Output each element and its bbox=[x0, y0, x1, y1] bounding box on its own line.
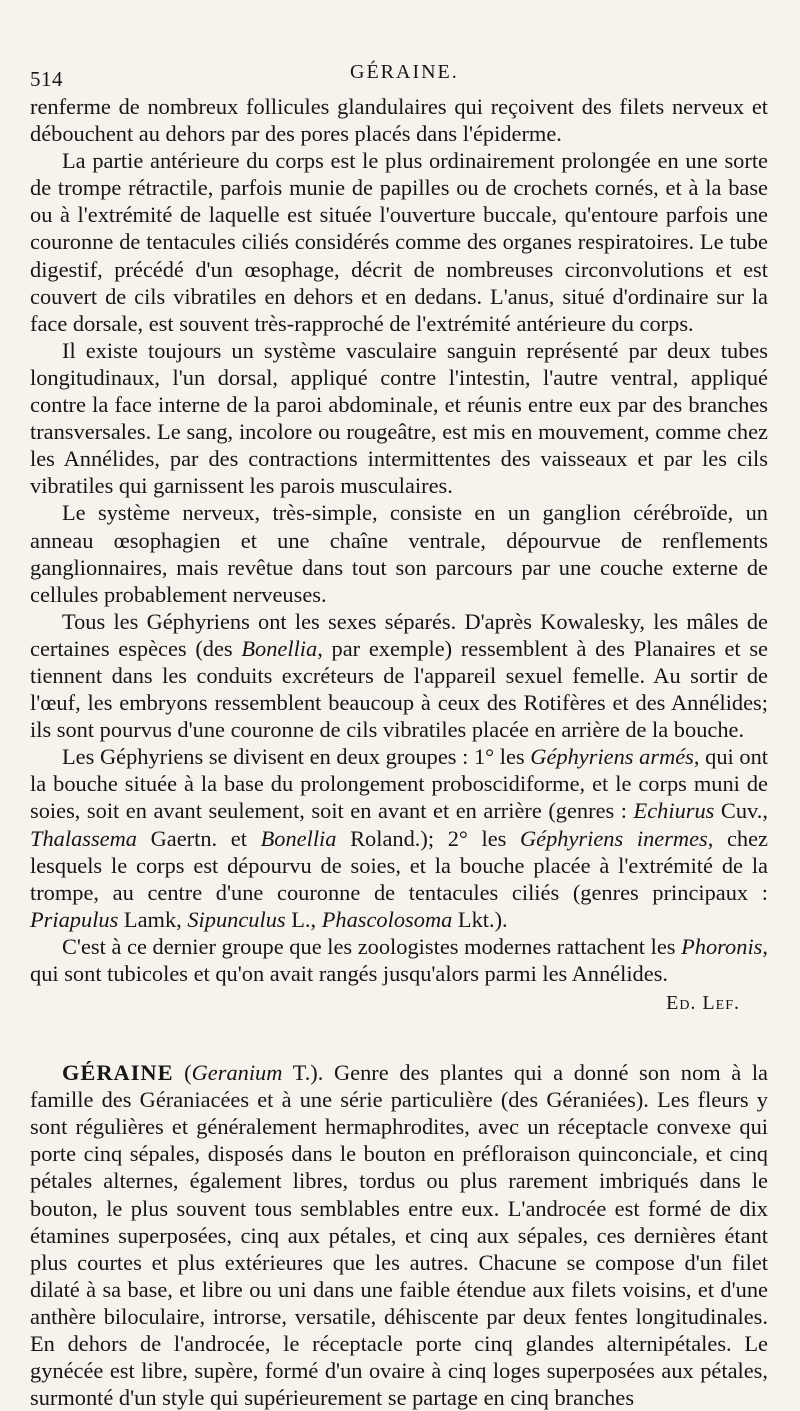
paragraph bbox=[30, 608, 768, 743]
italic-term: Echiurus bbox=[633, 798, 715, 824]
text-run: renferme de nombreux follicules glandulaires qui reçoivent des filets nerveux et débouchent au dehors par des pores placés dans l'épiderme. bbox=[30, 94, 768, 147]
page bbox=[30, 55, 768, 1411]
italic-term: Thalassema bbox=[30, 825, 137, 851]
page-number: 514 bbox=[30, 67, 63, 91]
italic-term: Bonellia bbox=[260, 825, 337, 851]
text-run: Il existe toujours un système vasculaire sanguin représenté par deux tubes longitudinaux, l'un dorsal, appliqué contre l'intestin, l'autre ventral, appliqué contre la face interne de la paroi abdominale, et réunis entre eux par des branches transversales. Le sang, incolore ou rougeâtre, est mis en mouvement, comme chez les Annélides, par des contractions intermittentes des vaisseaux et par les cils vibratiles qui garnissent les parois musculaires. bbox=[30, 337, 768, 499]
text-run: , par exemple) ressemblent à des Planaires et se tiennent dans les conduits excréteurs de l'appareil sexuel femelle. Au sortir de l'œuf, les embryons ressemblent beaucoup à ceux des Rotifères et des Annélides; ils sont pourvus d'une couronne de cils vibratiles placée en arrière de la bouche. bbox=[30, 635, 768, 743]
text-run: , chez lesquels le corps est dépourvu de soies, et la bouche placée à l'extrémité de la trompe, au centre d'une couronne de tentacules ciliés (genres principaux : bbox=[30, 825, 768, 905]
text-run: ( bbox=[173, 1060, 192, 1086]
dictionary-entry bbox=[30, 1059, 768, 1411]
text-run: La partie antérieure du corps est le plus ordinairement prolongée en une sorte de trompe rétractile, parfois munie de papilles ou de crochets cornés, et à la base ou à l'extrémité de laquelle est située l'ouverture buccale, qu'entoure parfois une couronne de tentacules ciliés considérés comme des organes respiratoires. Le tube digestif, précédé d'un œsophage, décrit de nombreuses circonvolutions et est couvert de cils vibratiles en dehors et en dedans. L'anus, situé d'ordinaire sur la face dorsale, est souvent très-rapproché de l'extrémité antérieure du corps. bbox=[30, 148, 768, 336]
paragraph bbox=[30, 743, 768, 933]
italic-term: Geranium bbox=[191, 1060, 283, 1086]
running-title: GÉRAINE. bbox=[350, 61, 459, 83]
text-run: L., bbox=[285, 906, 322, 932]
text-run: C'est à ce dernier groupe que les zoologistes modernes rattachent les bbox=[62, 933, 682, 959]
section-gap bbox=[30, 1017, 768, 1059]
italic-term: Bonellia bbox=[241, 635, 318, 661]
text-run: Lamk, bbox=[118, 906, 188, 932]
text-run: T.). Genre des plantes qui a donné son nom à la famille des Géraniacées et à une série particulière (des Géraniées). Les fleurs y sont régulières et généralement hermaphrodites, avec un réceptacle convexe qui porte cinq sépales, disposés dans le bouton en préfloraison quinconciale, et cinq pétales alternes, également libres, tordus ou plus rarement imbriqués dans le bouton, le plus souvent tous semblables entre eux. L'androcée est formé de dix étamines superposées, cinq aux pétales, et cinq aux sépales, ces dernières étant plus courtes et plus extérieures que les autres. Chacune se compose d'un filet dilaté à sa base, et libre ou uni dans une faible étendue aux filets voisins, et d'une anthère biloculaire, introrse, versatile, déhiscente par deux fentes longitudinales. En dehors de l'androcée, le réceptacle porte cinq glandes alternipétales. Le gynécée est libre, supère, formé d'un ovaire à cinq loges superposées aux pétales, surmonté d'un style qui supérieurement se partage en cinq branches bbox=[30, 1060, 768, 1411]
paragraph bbox=[30, 93, 768, 147]
paragraph bbox=[30, 933, 768, 987]
italic-term: Priapulus bbox=[30, 906, 119, 932]
text-run: Le système nerveux, très-simple, consiste en un ganglion cérébroïde, un anneau œsophagien et une chaîne ventrale, dépourvue de renflements ganglionnaires, mais revêtue dans tout son parcours par une couche externe de cellules probablement nerveuses. bbox=[30, 500, 768, 607]
text-run: , qui ont la bouche située à la base du prolongement proboscidiforme, et le corps muni de soies, soit en avant seulement, soit en avant et en arrière (genres : bbox=[30, 744, 768, 824]
text-run: Les Géphyriens se divisent en deux groupes : 1° les bbox=[62, 744, 531, 770]
paragraph bbox=[30, 147, 768, 337]
italic-term: Géphyriens inermes bbox=[520, 825, 708, 851]
author-signature: Ed. Lef. bbox=[666, 992, 740, 1015]
italic-term: Sipunculus bbox=[187, 906, 286, 932]
text-run: Tous les Géphyriens ont les sexes séparés. D'après Kowalesky, les mâles de certaines espèces (des bbox=[30, 608, 768, 661]
text-run: Cuv., bbox=[714, 798, 768, 824]
entry-headword: GÉRAINE bbox=[62, 1060, 174, 1086]
italic-term: Géphyriens armés bbox=[530, 744, 694, 770]
text-run: Gaertn. et bbox=[137, 825, 261, 851]
italic-term: Phascolosoma bbox=[321, 906, 453, 932]
italic-term: Phoronis bbox=[681, 933, 763, 959]
text-run: Roland.); 2° les bbox=[336, 825, 520, 851]
page-header bbox=[30, 55, 768, 93]
text-run: , qui sont tubicoles et qu'on avait rangés jusqu'alors parmi les Annélides. bbox=[30, 933, 768, 986]
text-run: Lkt.). bbox=[452, 906, 508, 932]
paragraph bbox=[30, 499, 768, 607]
paragraph bbox=[30, 337, 768, 500]
